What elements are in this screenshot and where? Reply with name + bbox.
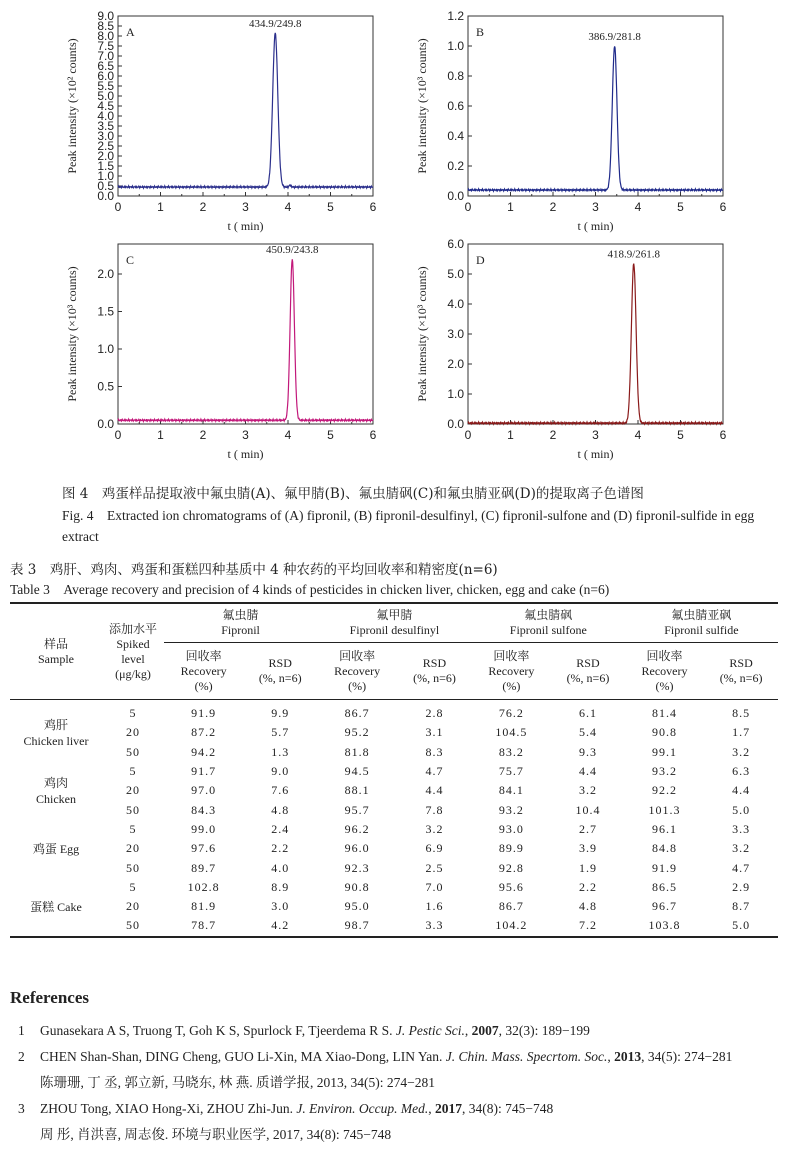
pesticide-header (625, 603, 778, 643)
table-cell: 88.1 (344, 783, 370, 798)
table-cell: 81.8 (344, 744, 370, 759)
y-tick-label: 0.4 (447, 129, 464, 143)
y-axis-label: Peak intensity (×10³ counts) (65, 266, 79, 402)
references-heading: References (10, 988, 89, 1007)
y-tick-label: 8.0 (97, 29, 114, 43)
recovery-header: 回收率 Recovery (%) (334, 648, 381, 693)
table-cell: 50 (126, 802, 140, 817)
table-cell: 86.7 (344, 706, 370, 721)
peak-annotation: 386.9/281.8 (588, 31, 641, 43)
reference-item: 1 Gunasekara A S, Truong T, Goh K S, Spurlock F, Tjeerdema R S. J. Pestic Sci., 2007, 32(3): 189−199 (18, 1023, 590, 1038)
figure-caption-en: Fig. 4 Extracted ion chromatograms of (A) fipronil, (B) fipronil-desulfinyl, (C) fipronil-sulfone and (D) fipronil-sulfide in egg extract (62, 508, 755, 544)
table-cell: 89.7 (191, 860, 217, 875)
rsd-header: RSD (%, n=6) (413, 656, 456, 685)
table-cell: 8.5 (732, 706, 751, 721)
x-tick-label: 2 (549, 428, 557, 442)
table-cell: 7.8 (425, 802, 444, 817)
y-tick-label: 0.5 (97, 179, 114, 193)
table-cell: 95.2 (344, 725, 370, 740)
table-cell: 95.6 (498, 879, 524, 894)
chromatogram-panel-a (60, 8, 390, 238)
table-row (10, 916, 778, 936)
x-tick-label: 0 (114, 428, 122, 442)
chromatogram-panel-b (410, 8, 740, 238)
table-cell: 4.8 (578, 899, 597, 914)
pesticide-header (317, 603, 472, 643)
table-cell: 91.9 (191, 706, 217, 721)
y-tick-label: 4.0 (97, 109, 114, 123)
table-cell: 90.8 (651, 725, 677, 740)
table-cell: 95.0 (344, 899, 370, 914)
table-caption-cn: 表 3 鸡肝、鸡肉、鸡蛋和蛋糕四种基质中 4 种农药的平均回收率和精密度(n=6) (10, 562, 498, 578)
y-tick-label: 6.0 (97, 69, 114, 83)
table-cell: 3.3 (425, 918, 444, 933)
chromatogram-svg (60, 236, 390, 466)
table-cell: 87.2 (191, 725, 217, 740)
chromatogram-panel-c (60, 236, 390, 466)
table-cell: 8.3 (425, 744, 444, 759)
recovery-header: 回收率 Recovery (%) (488, 648, 535, 693)
x-tick-label: 5 (677, 200, 684, 214)
chromatogram-panel-d (410, 236, 740, 466)
x-tick-label: 1 (507, 200, 514, 214)
x-tick-label: 3 (242, 200, 249, 214)
recovery-header: 回收率 Recovery (%) (641, 648, 688, 693)
sample-name: 鸡蛋 Egg (32, 841, 80, 856)
recovery-table (10, 602, 778, 938)
table-cell: 2.5 (425, 860, 444, 875)
pesticide-header (164, 603, 317, 643)
table-cell: 5.7 (271, 725, 290, 740)
x-tick-label: 1 (157, 428, 164, 442)
x-tick-label: 2 (199, 428, 207, 442)
table-cell: 97.0 (191, 783, 217, 798)
plot-frame (118, 244, 373, 424)
pesticide-name-en: Fipronil sulfone (509, 623, 587, 637)
y-tick-label: 2.5 (97, 139, 114, 153)
table-cell: 9.0 (271, 764, 290, 779)
table-cell: 9.3 (578, 744, 597, 759)
table-cell: 50 (126, 744, 140, 759)
pesticide-name-cn: 氟虫腈 (222, 608, 259, 622)
table-row (10, 800, 778, 819)
x-tick-label: 6 (369, 428, 377, 442)
recovery-header: 回收率 Recovery (%) (180, 648, 227, 693)
x-tick-label: 1 (507, 428, 514, 442)
y-tick-label: 0.8 (447, 69, 464, 83)
panel-letter: B (476, 25, 485, 39)
table-cell: 96.2 (344, 821, 370, 836)
table-row (10, 897, 778, 916)
table-cell: 78.7 (191, 918, 217, 933)
y-tick-label: 0.0 (97, 189, 114, 203)
table-cell: 93.2 (651, 764, 677, 779)
table-cell: 20 (126, 783, 140, 798)
table-cell: 4.4 (578, 764, 597, 779)
x-tick-label: 3 (592, 428, 599, 442)
pesticide-name-cn: 氟虫腈砜 (524, 608, 573, 622)
x-axis-label: t ( min) (577, 219, 614, 233)
table-cell: 6.9 (425, 841, 444, 856)
table-row (10, 743, 778, 762)
table-cell: 75.7 (498, 764, 524, 779)
peak-annotation: 418.9/261.8 (607, 248, 661, 261)
table-cell: 1.6 (425, 899, 444, 914)
y-tick-label: 1.0 (447, 39, 464, 53)
table-row (10, 762, 778, 781)
y-tick-label: 7.0 (97, 49, 114, 63)
table-cell: 10.4 (575, 802, 601, 817)
table-cell: 96.0 (344, 841, 370, 856)
panel-letter: C (126, 253, 135, 267)
table-cell: 5.0 (732, 802, 751, 817)
table-cell: 90.8 (344, 879, 370, 894)
table-cell: 91.9 (651, 860, 677, 875)
table-cell: 94.5 (344, 764, 370, 779)
pesticide-name-en: Fipronil (221, 623, 260, 637)
chromatogram-trace (118, 33, 373, 188)
y-tick-label: 0.2 (447, 159, 464, 173)
y-tick-label: 7.5 (97, 39, 114, 53)
table-cell: 3.2 (578, 783, 597, 798)
x-tick-label: 0 (464, 200, 472, 214)
table-cell: 20 (126, 899, 140, 914)
rsd-header: RSD (%, n=6) (719, 656, 763, 685)
table-cell: 98.7 (344, 918, 370, 933)
table-cell: 2.7 (578, 821, 597, 836)
y-tick-label: 3.5 (97, 119, 114, 133)
table-cell: 101.3 (648, 802, 681, 817)
y-tick-label: 6.5 (97, 59, 114, 73)
table-cell: 5 (129, 879, 137, 894)
table-cell: 1.7 (732, 725, 751, 740)
y-tick-label: 0.0 (97, 417, 114, 431)
table-cell: 99.1 (651, 744, 677, 759)
y-tick-label: 0.0 (447, 189, 464, 203)
peak-annotation: 450.9/243.8 (265, 244, 319, 256)
y-tick-label: 1.0 (97, 169, 114, 183)
table-cell: 104.2 (495, 918, 528, 933)
x-tick-label: 3 (242, 428, 249, 442)
pesticide-name-en: Fipronil desulfinyl (349, 623, 440, 637)
table-cell: 5.0 (732, 918, 751, 933)
y-tick-label: 5.5 (97, 79, 114, 93)
y-tick-label: 4.5 (97, 99, 114, 113)
table-cell: 8.9 (271, 879, 290, 894)
table-cell: 6.3 (732, 764, 751, 779)
table-row (10, 878, 778, 897)
y-tick-label: 0.5 (97, 379, 114, 394)
table-cell: 93.0 (498, 821, 524, 836)
table-cell: 2.2 (578, 879, 597, 894)
table-cell: 97.6 (191, 841, 217, 856)
table-cell: 4.0 (271, 860, 290, 875)
table-cell: 1.9 (578, 860, 597, 875)
x-tick-label: 4 (634, 200, 642, 214)
table-cell: 92.3 (344, 860, 370, 875)
table-cell: 86.5 (651, 879, 677, 894)
table-row (10, 839, 778, 858)
table-cell: 102.8 (187, 879, 220, 894)
table-cell: 81.4 (651, 706, 677, 721)
level-header: 添加水平 Spiked level (μg/kg) (102, 603, 164, 700)
table-cell: 2.8 (425, 706, 444, 721)
table-cell: 83.2 (498, 744, 524, 759)
table-cell: 81.9 (191, 899, 217, 914)
chromatogram-trace (468, 46, 723, 191)
table-cell: 7.2 (578, 918, 597, 933)
peak-annotation: 434.9/249.8 (248, 18, 302, 30)
pesticide-header (472, 603, 625, 643)
table-cell: 95.7 (344, 802, 370, 817)
table-cell: 8.7 (732, 899, 751, 914)
table-cell: 93.2 (498, 802, 524, 817)
y-tick-label: 3.0 (447, 327, 464, 341)
table-cell: 7.0 (425, 879, 444, 894)
x-tick-label: 6 (719, 428, 727, 442)
x-tick-label: 4 (284, 428, 292, 442)
x-axis-label: t ( min) (577, 447, 614, 461)
x-tick-label: 4 (284, 200, 292, 214)
table-cell: 3.2 (425, 821, 444, 836)
x-tick-label: 6 (719, 200, 727, 214)
x-tick-label: 4 (634, 428, 642, 442)
table-cell: 4.7 (732, 860, 751, 875)
y-tick-label: 1.5 (97, 159, 114, 173)
table-cell: 2.9 (732, 879, 751, 894)
table-cell: 4.4 (425, 783, 444, 798)
table-cell: 20 (126, 725, 140, 740)
table-cell: 50 (126, 918, 140, 933)
reference-item: 3 ZHOU Tong, XIAO Hong-Xi, ZHOU Zhi-Jun. J. Environ. Occup. Med., 2017, 34(8): 745−748 (18, 1101, 554, 1116)
table-cell: 89.9 (498, 841, 524, 856)
table-caption-en: Table 3 Average recovery and precision of 4 kinds of pesticides in chicken liver, chicken, egg and cake (n=6) (10, 582, 610, 597)
table-cell: 7.6 (271, 783, 290, 798)
table-cell: 96.7 (651, 899, 677, 914)
table-cell: 99.0 (191, 821, 217, 836)
table-cell: 5 (129, 764, 137, 779)
table-cell: 94.2 (191, 744, 217, 759)
table-cell: 92.8 (498, 860, 524, 875)
table-cell: 2.2 (271, 841, 290, 856)
x-tick-label: 0 (464, 428, 472, 442)
y-tick-label: 1.0 (447, 387, 464, 401)
plot-frame (468, 16, 723, 196)
table-cell: 3.3 (732, 821, 751, 836)
y-tick-label: 4.0 (447, 297, 464, 311)
y-tick-label: 0.6 (447, 99, 464, 113)
rsd-header: RSD (%, n=6) (258, 656, 302, 685)
x-axis-label: t ( min) (227, 447, 264, 461)
y-tick-label: 2.0 (97, 149, 114, 163)
table-cell: 9.9 (271, 706, 290, 721)
chromatogram-svg (60, 8, 390, 238)
table-cell: 5 (129, 706, 137, 721)
table-cell: 3.9 (578, 841, 597, 856)
plot-frame (468, 244, 723, 424)
y-tick-label: 9.0 (97, 9, 114, 23)
table-cell: 92.2 (651, 783, 677, 798)
table-cell: 6.1 (578, 706, 597, 721)
x-tick-label: 0 (114, 200, 122, 214)
y-tick-label: 0.0 (447, 417, 464, 431)
table-row (10, 820, 778, 839)
panel-letter: A (126, 25, 135, 39)
pesticide-name-en: Fipronil sulfide (664, 623, 739, 637)
reference-item-cn: 周 彤, 肖洪喜, 周志俊. 环境与职业医学, 2017, 34(8): 745−748 (40, 1127, 392, 1142)
figure-caption (62, 484, 772, 547)
y-tick-label: 1.2 (447, 9, 464, 23)
table-caption (10, 561, 790, 599)
table-row (10, 723, 778, 742)
y-tick-label: 5.0 (97, 89, 114, 103)
table-cell: 84.3 (191, 802, 217, 817)
figure-caption-cn: 图 4 鸡蛋样品提取液中氟虫腈(A)、氟甲腈(B)、氟虫腈砜(C)和氟虫腈亚砜(D)的提取离子色谱图 (62, 486, 644, 502)
chromatogram-trace (118, 259, 373, 421)
table-cell: 5.4 (578, 725, 597, 740)
table-cell: 50 (126, 860, 140, 875)
x-tick-label: 2 (549, 200, 557, 214)
table-cell: 20 (126, 841, 140, 856)
table-cell: 91.7 (191, 764, 217, 779)
table-cell: 3.2 (732, 841, 751, 856)
sample-name: 鸡肝 Chicken liver (23, 717, 89, 748)
y-tick-label: 2.0 (97, 267, 114, 281)
table-cell: 2.4 (271, 821, 290, 836)
table-cell: 84.1 (498, 783, 524, 798)
table-cell: 1.3 (271, 744, 290, 759)
table-cell: 4.2 (271, 918, 290, 933)
x-tick-label: 1 (157, 200, 164, 214)
table-cell: 5 (129, 821, 137, 836)
table-cell: 3.0 (271, 899, 290, 914)
references-section (10, 988, 790, 1148)
chromatogram-svg (410, 236, 740, 466)
sample-name: 蛋糕 Cake (30, 899, 82, 914)
reference-item-cn: 陈珊珊, 丁 丞, 郭立新, 马晓东, 林 燕. 质谱学报, 2013, 34(5): 274−281 (40, 1075, 435, 1090)
panel-letter: D (476, 253, 485, 267)
table-cell: 86.7 (498, 899, 524, 914)
table-cell: 4.8 (271, 802, 290, 817)
x-axis-label: t ( min) (227, 219, 264, 233)
y-tick-label: 6.0 (447, 237, 464, 251)
table-cell: 103.8 (648, 918, 681, 933)
y-tick-label: 1.5 (97, 304, 114, 319)
table-cell: 3.2 (732, 744, 751, 759)
y-axis-label: Peak intensity (×10² counts) (65, 38, 79, 174)
sample-name: 鸡肉 Chicken (36, 775, 76, 806)
table-row (10, 781, 778, 800)
x-tick-label: 6 (369, 200, 377, 214)
chromatogram-svg (410, 8, 740, 238)
x-tick-label: 3 (592, 200, 599, 214)
y-tick-label: 2.0 (447, 357, 464, 371)
pesticide-name-cn: 氟虫腈亚砜 (671, 608, 732, 622)
table-cell: 84.8 (651, 841, 677, 856)
table-cell: 76.2 (498, 706, 524, 721)
y-tick-label: 5.0 (447, 267, 464, 281)
table-cell: 3.1 (425, 725, 444, 740)
reference-item: 2 CHEN Shan-Shan, DING Cheng, GUO Li-Xin, MA Xiao-Dong, LIN Yan. J. Chin. Mass. Specrtom. Soc., 2013, 34(5): 274−281 (18, 1049, 733, 1064)
y-tick-label: 3.0 (97, 129, 114, 143)
plot-frame (118, 16, 373, 196)
table-cell: 4.4 (732, 783, 751, 798)
x-tick-label: 5 (327, 200, 334, 214)
table-row (10, 700, 778, 724)
x-tick-label: 2 (199, 200, 207, 214)
rsd-header: RSD (%, n=6) (566, 656, 610, 685)
x-tick-label: 5 (327, 428, 334, 442)
table-row (10, 858, 778, 877)
sample-header: 样品 Sample (10, 603, 102, 700)
table-cell: 4.7 (425, 764, 444, 779)
y-tick-label: 1.0 (97, 342, 114, 356)
y-axis-label: Peak intensity (×10³ counts) (415, 266, 429, 402)
table-cell: 96.1 (651, 821, 677, 836)
table-cell: 104.5 (495, 725, 528, 740)
y-axis-label: Peak intensity (×10³ counts) (415, 38, 429, 174)
chromatogram-trace (468, 264, 723, 425)
pesticide-name-cn: 氟甲腈 (376, 608, 413, 622)
x-tick-label: 5 (677, 428, 684, 442)
y-tick-label: 8.5 (97, 19, 114, 33)
